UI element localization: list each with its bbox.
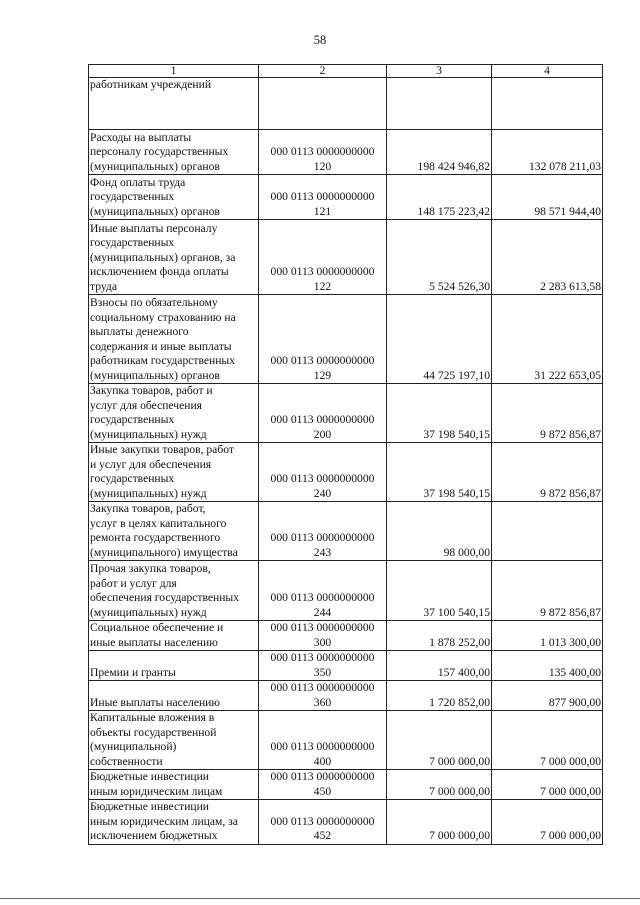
table-row xyxy=(89,78,603,130)
executed-amount-cell xyxy=(492,78,603,130)
executed-amount-cell: 9 872 856,87 xyxy=(492,384,603,443)
expense-name-cell: Премии и гранты xyxy=(89,651,259,681)
table-row xyxy=(89,295,603,384)
executed-amount-cell: 98 571 944,40 xyxy=(492,175,603,220)
approved-amount-cell: 37 100 540,15 xyxy=(387,561,492,621)
approved-amount-cell: 1 878 252,00 xyxy=(387,621,492,651)
budget-code-cell: 000 0113 0000000000 350 xyxy=(259,651,387,681)
column-header-4: 4 xyxy=(492,65,603,78)
approved-amount-cell: 5 524 526,30 xyxy=(387,220,492,295)
expense-name-cell: Закупка товаров, работ, услуг в целях капитального ремонта государственного (муниципального) имущества xyxy=(89,502,259,561)
table-row xyxy=(89,443,603,502)
budget-code-cell: 000 0113 0000000000 129 xyxy=(259,295,387,384)
budget-code-cell: 000 0113 0000000000 200 xyxy=(259,384,387,443)
budget-code-cell: 000 0113 0000000000 122 xyxy=(259,220,387,295)
expense-name-cell: Бюджетные инвестиции иным юридическим лицам xyxy=(89,770,259,800)
column-header-1: 1 xyxy=(89,65,259,78)
budget-code-cell: 000 0113 0000000000 300 xyxy=(259,621,387,651)
approved-amount-cell: 7 000 000,00 xyxy=(387,800,492,845)
budget-table-body xyxy=(89,65,603,845)
table-row xyxy=(89,711,603,770)
expense-name-cell: Расходы на выплаты персоналу государственных (муниципальных) органов xyxy=(89,130,259,175)
table-row xyxy=(89,502,603,561)
table-row xyxy=(89,621,603,651)
executed-amount-cell: 9 872 856,87 xyxy=(492,443,603,502)
budget-code-cell: 000 0113 0000000000 121 xyxy=(259,175,387,220)
approved-amount-cell: 37 198 540,15 xyxy=(387,384,492,443)
budget-code-cell: 000 0113 0000000000 400 xyxy=(259,711,387,770)
executed-amount-cell: 9 872 856,87 xyxy=(492,561,603,621)
approved-amount-cell: 44 725 197,10 xyxy=(387,295,492,384)
table-row xyxy=(89,384,603,443)
approved-amount-cell: 37 198 540,15 xyxy=(387,443,492,502)
column-header-3: 3 xyxy=(387,65,492,78)
approved-amount-cell: 98 000,00 xyxy=(387,502,492,561)
table-row xyxy=(89,651,603,681)
executed-amount-cell: 7 000 000,00 xyxy=(492,800,603,845)
approved-amount-cell: 7 000 000,00 xyxy=(387,711,492,770)
budget-code-cell xyxy=(259,78,387,130)
budget-code-cell: 000 0113 0000000000 120 xyxy=(259,130,387,175)
budget-code-cell: 000 0113 0000000000 240 xyxy=(259,443,387,502)
approved-amount-cell: 157 400,00 xyxy=(387,651,492,681)
table-row xyxy=(89,681,603,711)
expense-name-cell: Иные выплаты населению xyxy=(89,681,259,711)
expense-name-cell: Капитальные вложения в объекты государственной (муниципальной) собственности xyxy=(89,711,259,770)
executed-amount-cell: 1 013 300,00 xyxy=(492,621,603,651)
expense-name-cell: Бюджетные инвестиции иным юридическим лицам, за исключением бюджетных xyxy=(89,800,259,845)
expense-name-cell: Фонд оплаты труда государственных (муниципальных) органов xyxy=(89,175,259,220)
budget-code-cell: 000 0113 0000000000 244 xyxy=(259,561,387,621)
expense-name-cell: работникам учреждений xyxy=(89,78,259,130)
executed-amount-cell: 132 078 211,03 xyxy=(492,130,603,175)
budget-code-cell: 000 0113 0000000000 243 xyxy=(259,502,387,561)
table-row xyxy=(89,561,603,621)
table-row xyxy=(89,220,603,295)
executed-amount-cell xyxy=(492,502,603,561)
executed-amount-cell: 7 000 000,00 xyxy=(492,711,603,770)
executed-amount-cell: 877 900,00 xyxy=(492,681,603,711)
expense-name-cell: Взносы по обязательному социальному страхованию на выплаты денежного содержания и иные выплаты работникам государственных (муниципальных) органов xyxy=(89,295,259,384)
column-header-2: 2 xyxy=(259,65,387,78)
table-row xyxy=(89,130,603,175)
table-row xyxy=(89,800,603,845)
executed-amount-cell: 2 283 613,58 xyxy=(492,220,603,295)
budget-code-cell: 000 0113 0000000000 360 xyxy=(259,681,387,711)
table-header-row xyxy=(89,65,603,78)
expense-name-cell: Иные закупки товаров, работ и услуг для обеспечения государственных (муниципальных) нужд xyxy=(89,443,259,502)
table-row xyxy=(89,175,603,220)
page-number: 58 xyxy=(313,33,327,47)
approved-amount-cell: 148 175 223,42 xyxy=(387,175,492,220)
budget-table xyxy=(88,64,603,845)
expense-name-cell: Закупка товаров, работ и услуг для обеспечения государственных (муниципальных) нужд xyxy=(89,384,259,443)
approved-amount-cell: 1 720 852,00 xyxy=(387,681,492,711)
approved-amount-cell: 7 000 000,00 xyxy=(387,770,492,800)
table-row xyxy=(89,770,603,800)
page-bottom-divider xyxy=(0,898,640,899)
budget-code-cell: 000 0113 0000000000 452 xyxy=(259,800,387,845)
executed-amount-cell: 7 000 000,00 xyxy=(492,770,603,800)
budget-code-cell: 000 0113 0000000000 450 xyxy=(259,770,387,800)
expense-name-cell: Прочая закупка товаров, работ и услуг для обеспечения государственных (муниципальных) нужд xyxy=(89,561,259,621)
expense-name-cell: Социальное обеспечение и иные выплаты населению xyxy=(89,621,259,651)
expense-name-cell: Иные выплаты персоналу государственных (муниципальных) органов, за исключением фонда оплаты труда xyxy=(89,220,259,295)
executed-amount-cell: 135 400,00 xyxy=(492,651,603,681)
approved-amount-cell xyxy=(387,78,492,130)
executed-amount-cell: 31 222 653,05 xyxy=(492,295,603,384)
approved-amount-cell: 198 424 946,82 xyxy=(387,130,492,175)
